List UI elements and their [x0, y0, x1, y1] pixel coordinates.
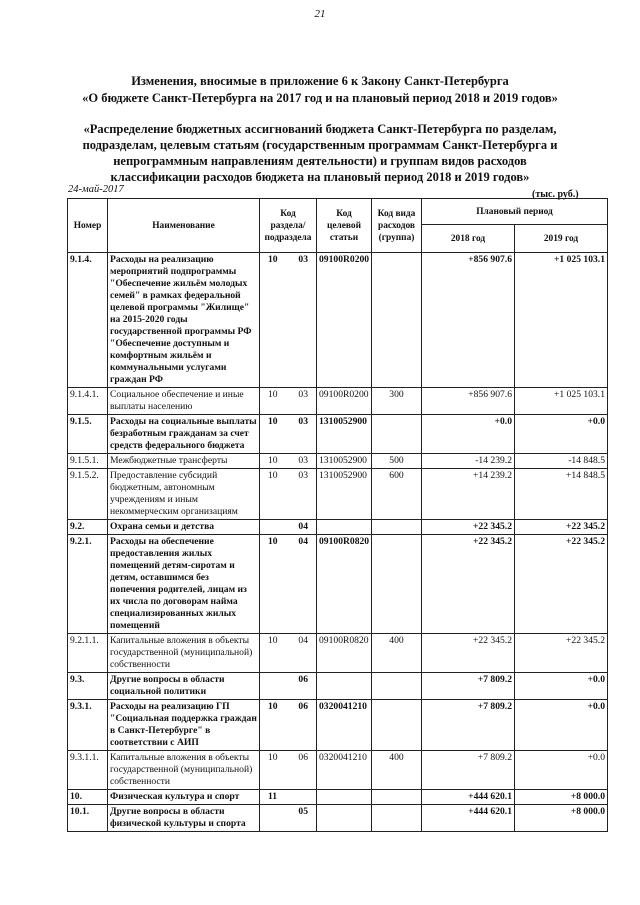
- row-number: 10.1.: [68, 805, 108, 832]
- row-value-2018: +14 239.2: [422, 469, 515, 520]
- row-section-code: [260, 805, 317, 832]
- subsection-code: 06: [298, 701, 308, 712]
- row-value-2018: +7 809.2: [422, 700, 515, 751]
- section-code: 10: [268, 254, 278, 265]
- row-target-code: 1310052900: [317, 454, 372, 469]
- row-target-code: 09100R0820: [317, 634, 372, 673]
- table-row: [68, 751, 608, 790]
- section-code: 10: [268, 389, 278, 400]
- row-type-code: [372, 790, 422, 805]
- row-type-code: 300: [372, 388, 422, 415]
- header-2018: 2018 год: [422, 225, 515, 253]
- row-section-code: [260, 790, 317, 805]
- section-code: 10: [268, 416, 278, 427]
- section-code: 10: [268, 635, 278, 646]
- row-number: 9.3.: [68, 673, 108, 700]
- header-2019: 2019 год: [515, 225, 608, 253]
- row-name: Капитальные вложения в объекты государственной (муниципальной) собственности: [108, 634, 260, 673]
- row-number: 9.1.4.1.: [68, 388, 108, 415]
- row-value-2018: +22 345.2: [422, 520, 515, 535]
- row-value-2019: +22 345.2: [515, 634, 608, 673]
- row-section-code: [260, 673, 317, 700]
- row-value-2018: +22 345.2: [422, 634, 515, 673]
- row-target-code: 09100R0200: [317, 253, 372, 388]
- row-value-2019: -14 848.5: [515, 454, 608, 469]
- row-name: Капитальные вложения в объекты государственной (муниципальной) собственности: [108, 751, 260, 790]
- header-type-code: Код вида расходов (группа): [372, 199, 422, 253]
- row-type-code: [372, 673, 422, 700]
- row-name: Расходы на социальные выплаты безработным гражданам за счет средств федерального бюджета: [108, 415, 260, 454]
- row-name: Физическая культура и спорт: [108, 790, 260, 805]
- row-value-2018: +856 907.6: [422, 388, 515, 415]
- row-target-code: [317, 520, 372, 535]
- row-target-code: 09100R0820: [317, 535, 372, 634]
- subsection-code: 03: [298, 254, 308, 265]
- table-row: [68, 700, 608, 751]
- row-number: 9.1.4.: [68, 253, 108, 388]
- section-code: 11: [268, 791, 278, 802]
- row-section-code: [260, 535, 317, 634]
- document-title: [0, 73, 640, 107]
- table-row: [68, 535, 608, 634]
- row-value-2018: +7 809.2: [422, 751, 515, 790]
- row-target-code: 1310052900: [317, 415, 372, 454]
- row-value-2019: +0.0: [515, 415, 608, 454]
- row-number: 9.2.: [68, 520, 108, 535]
- row-value-2018: +22 345.2: [422, 535, 515, 634]
- section-code: 10: [268, 470, 278, 481]
- subsection-code: 06: [298, 674, 308, 685]
- subtitle-line: «Распределение бюджетных ассигнований бюджета Санкт-Петербурга по разделам,: [83, 122, 557, 136]
- row-name: Социальное обеспечение и иные выплаты населению: [108, 388, 260, 415]
- row-value-2018: +0.0: [422, 415, 515, 454]
- row-number: 9.2.1.: [68, 535, 108, 634]
- row-name: Расходы на реализацию ГП "Социальная поддержка граждан в Санкт-Петербурге" в соответствии с АИП: [108, 700, 260, 751]
- row-name: Межбюджетные трансферты: [108, 454, 260, 469]
- row-value-2019: +22 345.2: [515, 520, 608, 535]
- row-number: 9.3.1.: [68, 700, 108, 751]
- page-number: 21: [314, 8, 326, 20]
- row-section-code: [260, 469, 317, 520]
- row-target-code: 1310052900: [317, 469, 372, 520]
- header-target-code: Код целевой статьи: [317, 199, 372, 253]
- subtitle-line: непрограммным направлениям деятельности) и группам видов расходов: [113, 154, 527, 168]
- subtitle-line: классификации расходов бюджета на плановый период 2018 и 2019 годов»: [110, 170, 530, 184]
- section-code: 10: [268, 536, 278, 547]
- table-body: [68, 253, 608, 832]
- row-type-code: [372, 415, 422, 454]
- table-row: [68, 673, 608, 700]
- row-number: 9.3.1.1.: [68, 751, 108, 790]
- subsection-code: 06: [298, 752, 308, 763]
- title-line: Изменения, вносимые в приложение 6 к Закону Санкт-Петербурга: [131, 74, 509, 88]
- row-value-2019: +1 025 103.1: [515, 388, 608, 415]
- row-value-2019: +1 025 103.1: [515, 253, 608, 388]
- document-subtitle: [0, 121, 640, 185]
- row-number: 9.2.1.1.: [68, 634, 108, 673]
- section-code: 10: [268, 752, 278, 763]
- row-target-code: 0320041210: [317, 751, 372, 790]
- row-type-code: 600: [372, 469, 422, 520]
- table-row: [68, 454, 608, 469]
- row-type-code: [372, 253, 422, 388]
- row-section-code: [260, 751, 317, 790]
- title-line: «О бюджете Санкт-Петербурга на 2017 год и на плановый период 2018 и 2019 годов»: [82, 91, 558, 105]
- row-name: Расходы на обеспечение предоставления жилых помещений детям-сиротам и детям, оставшимся без попечения родителей, лицам из их числа по договорам найма специализированных жилых помещений: [108, 535, 260, 634]
- row-type-code: [372, 535, 422, 634]
- subsection-code: 03: [298, 416, 308, 427]
- row-type-code: [372, 805, 422, 832]
- row-target-code: [317, 805, 372, 832]
- table-row: [68, 253, 608, 388]
- row-name: Охрана семьи и детства: [108, 520, 260, 535]
- table-row: [68, 805, 608, 832]
- row-value-2019: +0.0: [515, 700, 608, 751]
- document-date: 24-май-2017: [68, 184, 124, 195]
- subsection-code: 03: [298, 470, 308, 481]
- row-type-code: [372, 700, 422, 751]
- subsection-code: 03: [298, 389, 308, 400]
- row-section-code: [260, 253, 317, 388]
- row-section-code: [260, 388, 317, 415]
- header-plan-period: Плановый период: [422, 199, 608, 225]
- table-row: [68, 388, 608, 415]
- row-name: Другие вопросы в области социальной политики: [108, 673, 260, 700]
- row-type-code: 500: [372, 454, 422, 469]
- row-name: Предоставление субсидий бюджетным, автономным учреждениям и иным некоммерческим организациям: [108, 469, 260, 520]
- row-number: 9.1.5.: [68, 415, 108, 454]
- row-value-2018: -14 239.2: [422, 454, 515, 469]
- row-value-2019: +8 000.0: [515, 790, 608, 805]
- table-row: [68, 415, 608, 454]
- row-type-code: 400: [372, 751, 422, 790]
- subsection-code: 05: [298, 806, 308, 817]
- units-label: (тыс. руб.): [532, 189, 579, 200]
- table-row: [68, 634, 608, 673]
- header-number: Номер: [68, 199, 108, 253]
- subtitle-line: подразделам, целевым статьям (государственным программам Санкт-Петербурга и: [82, 138, 558, 152]
- table-row: [68, 469, 608, 520]
- row-type-code: 400: [372, 634, 422, 673]
- row-value-2018: +856 907.6: [422, 253, 515, 388]
- subsection-code: 04: [298, 536, 308, 547]
- row-number: 9.1.5.1.: [68, 454, 108, 469]
- table-row: [68, 520, 608, 535]
- section-code: 10: [268, 701, 278, 712]
- row-name: Другие вопросы в области физической культуры и спорта: [108, 805, 260, 832]
- row-number: 9.1.5.2.: [68, 469, 108, 520]
- header-section-code: Код раздела/ подраздела: [260, 199, 317, 253]
- row-value-2018: +444 620.1: [422, 790, 515, 805]
- row-type-code: [372, 520, 422, 535]
- row-value-2019: +0.0: [515, 673, 608, 700]
- row-name: Расходы на реализацию мероприятий подпрограммы "Обеспечение жильём молодых семей" в рамках федеральной целевой программы "Жилище" на 2015-2020 годы государственной программы РФ "Обеспечение доступным и комфортным жильём и коммунальными услугами граждан РФ: [108, 253, 260, 388]
- subsection-code: 04: [298, 521, 308, 532]
- section-code: 10: [268, 455, 278, 466]
- row-section-code: [260, 415, 317, 454]
- row-section-code: [260, 454, 317, 469]
- row-value-2019: +0.0: [515, 751, 608, 790]
- row-section-code: [260, 700, 317, 751]
- budget-table: [67, 198, 608, 832]
- row-section-code: [260, 520, 317, 535]
- row-section-code: [260, 634, 317, 673]
- row-value-2019: +14 848.5: [515, 469, 608, 520]
- row-value-2019: +22 345.2: [515, 535, 608, 634]
- row-number: 10.: [68, 790, 108, 805]
- table-row: [68, 790, 608, 805]
- header-name: Наименование: [108, 199, 260, 253]
- row-value-2019: +8 000.0: [515, 805, 608, 832]
- row-target-code: [317, 790, 372, 805]
- subsection-code: 03: [298, 455, 308, 466]
- subsection-code: 04: [298, 635, 308, 646]
- row-target-code: 0320041210: [317, 700, 372, 751]
- row-target-code: [317, 673, 372, 700]
- row-value-2018: +7 809.2: [422, 673, 515, 700]
- row-target-code: 09100R0200: [317, 388, 372, 415]
- row-value-2018: +444 620.1: [422, 805, 515, 832]
